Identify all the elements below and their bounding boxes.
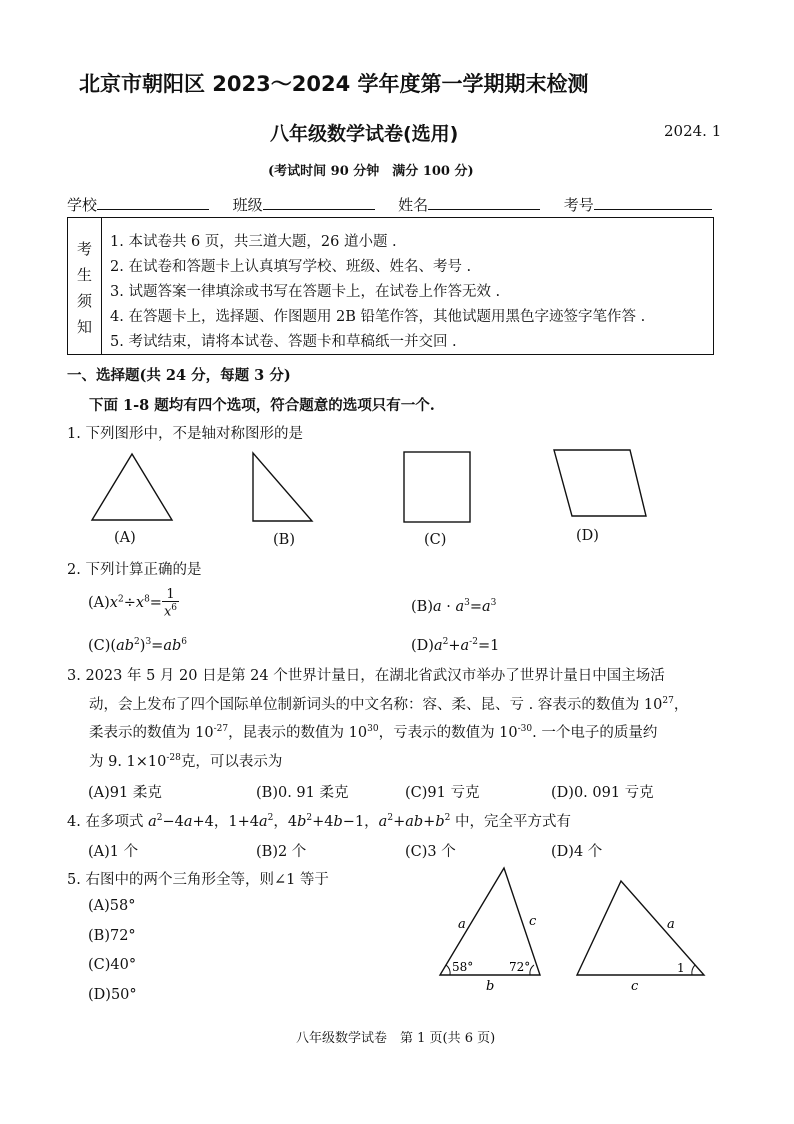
q5-option-d[interactable]: (D)50°: [88, 987, 137, 1003]
school-label: 学校: [67, 196, 98, 214]
notice-label: [68, 218, 102, 354]
section-title: 一、选择题(共 24 分，每题 3 分): [67, 367, 291, 384]
student-fields: [67, 194, 712, 215]
q4-option-c[interactable]: (C)3 个: [405, 844, 456, 860]
number-label: 考号: [563, 196, 594, 214]
angle-58-arc: [446, 965, 450, 975]
q3-option-b[interactable]: (B)0. 91 柔克: [256, 785, 349, 801]
right-side-a-label: a: [667, 917, 675, 932]
exam-info: (考试时间 90 分钟 满分 100 分): [268, 164, 474, 179]
q1-option-c[interactable]: (C): [424, 532, 447, 548]
parallelogram-figure: [554, 450, 646, 516]
name-input[interactable]: [428, 195, 540, 210]
square-figure: [404, 452, 470, 522]
name-label: 姓名: [398, 196, 429, 214]
angle-1-arc: [692, 965, 695, 975]
angle-72-arc: [530, 965, 534, 975]
right-triangle-figure: [253, 453, 312, 521]
q3-option-c[interactable]: (C)91 亏克: [405, 785, 480, 801]
left-side-a-label: a: [458, 917, 466, 932]
q1-option-b[interactable]: (B): [273, 532, 295, 548]
q5-option-b[interactable]: (B)72°: [88, 928, 136, 944]
right-side-c-label: c: [631, 979, 639, 994]
q2-option-a[interactable]: $(A)x^2\div x^8=$ $\frac{1}{x^6}$: [88, 587, 178, 620]
q4-option-a[interactable]: (A)1 个: [88, 844, 139, 860]
exam-date: 2024. 1: [664, 122, 722, 140]
notice-label-char: 须: [77, 292, 93, 310]
angle-1-label: 1: [677, 961, 685, 975]
exam-title: 北京市朝阳区 2023～2024 学年度第一学期期末检测: [79, 72, 589, 96]
notice-box: [67, 217, 714, 355]
school-input[interactable]: [97, 195, 209, 210]
q1-stem: 1. 下列图形中，不是轴对称图形的是: [67, 426, 303, 442]
q4-option-b[interactable]: (B)2 个: [256, 844, 307, 860]
angle-72-label: 72°: [509, 960, 531, 974]
notice-item: 3. 试题答案一律填涂或书写在答题卡上，在试卷上作答无效 .: [110, 284, 501, 300]
q3-line4: 为 9. $1\times 10^{-28}$克，可以表示为: [89, 753, 283, 770]
notice-item: 4. 在答题卡上，选择题、作图题用 2B 铅笔作答，其他试题用黑色字迹签字笔作答 .: [110, 309, 646, 325]
q1-option-d[interactable]: (D): [576, 528, 599, 544]
left-triangle: [440, 868, 540, 975]
q3-line1: 3. 2023 年 5 月 20 日是第 24 个世界计量日，在湖北省武汉市举办了世界计量日中国主场活: [67, 668, 665, 684]
q3-line2: 动，会上发布了四个国际单位制新词头的中文名称：容、柔、昆、亏 . 容表示的数值为 $10^{27}$，: [89, 696, 689, 713]
q4-stem: 4. 在多项式 $a^2-4a+4$，$1+4a^2$，$4b^2+4b-1$，$a^2+ab+b^2$ 中，完全平方式有: [67, 813, 571, 830]
q1-option-a[interactable]: (A): [114, 530, 136, 546]
q5-option-c[interactable]: (C)40°: [88, 957, 137, 973]
page-footer: 八年级数学试卷 第 1 页(共 6 页): [296, 1031, 496, 1046]
notice-label-char: 生: [77, 266, 93, 284]
q2-option-c[interactable]: $(C)(ab^2)^3=ab^6$: [88, 637, 187, 654]
q1-figures: [80, 448, 720, 528]
class-input[interactable]: [263, 195, 375, 210]
notice-item: 2. 在试卷和答题卡上认真填写学校、班级、姓名、考号 .: [110, 259, 472, 275]
q3-option-d[interactable]: (D)0. 091 亏克: [551, 785, 654, 801]
equilateral-triangle-figure: [92, 454, 172, 520]
q5-triangles-figure: [430, 862, 720, 994]
q3-option-a[interactable]: (A)91 柔克: [88, 785, 162, 801]
class-label: 班级: [232, 196, 263, 214]
q5-option-a[interactable]: (A)58°: [88, 898, 136, 914]
q3-line3: 柔表示的数值为 $10^{-27}$，昆表示的数值为 $10^{30}$，亏表示的数值为 $10^{-30}$. 一个电子的质量约: [89, 724, 658, 741]
notice-label-char: 知: [77, 318, 93, 336]
section-instruction: 下面 1-8 题均有四个选项，符合题意的选项只有一个.: [89, 397, 435, 414]
paper-subtitle: 八年级数学试卷(选用): [270, 123, 459, 145]
q5-stem: 5. 右图中的两个三角形全等，则∠1 等于: [67, 872, 329, 888]
q2-option-d[interactable]: $(D)a^2+a^{-2}=1$: [411, 637, 500, 654]
q2-option-b[interactable]: $(B)a \cdot a^3=a^3$: [411, 598, 497, 615]
left-side-c-label: c: [529, 914, 537, 929]
q2-stem: 2. 下列计算正确的是: [67, 562, 202, 578]
left-side-b-label: b: [486, 979, 495, 994]
q4-option-d[interactable]: (D)4 个: [551, 844, 603, 860]
notice-label-char: 考: [77, 240, 93, 258]
notice-item: 1. 本试卷共 6 页，共三道大题，26 道小题 .: [110, 234, 397, 250]
angle-58-label: 58°: [452, 960, 474, 974]
number-input[interactable]: [594, 195, 712, 210]
notice-item: 5. 考试结束，请将本试卷、答题卡和草稿纸一并交回 .: [110, 334, 457, 350]
right-triangle: [577, 881, 704, 975]
